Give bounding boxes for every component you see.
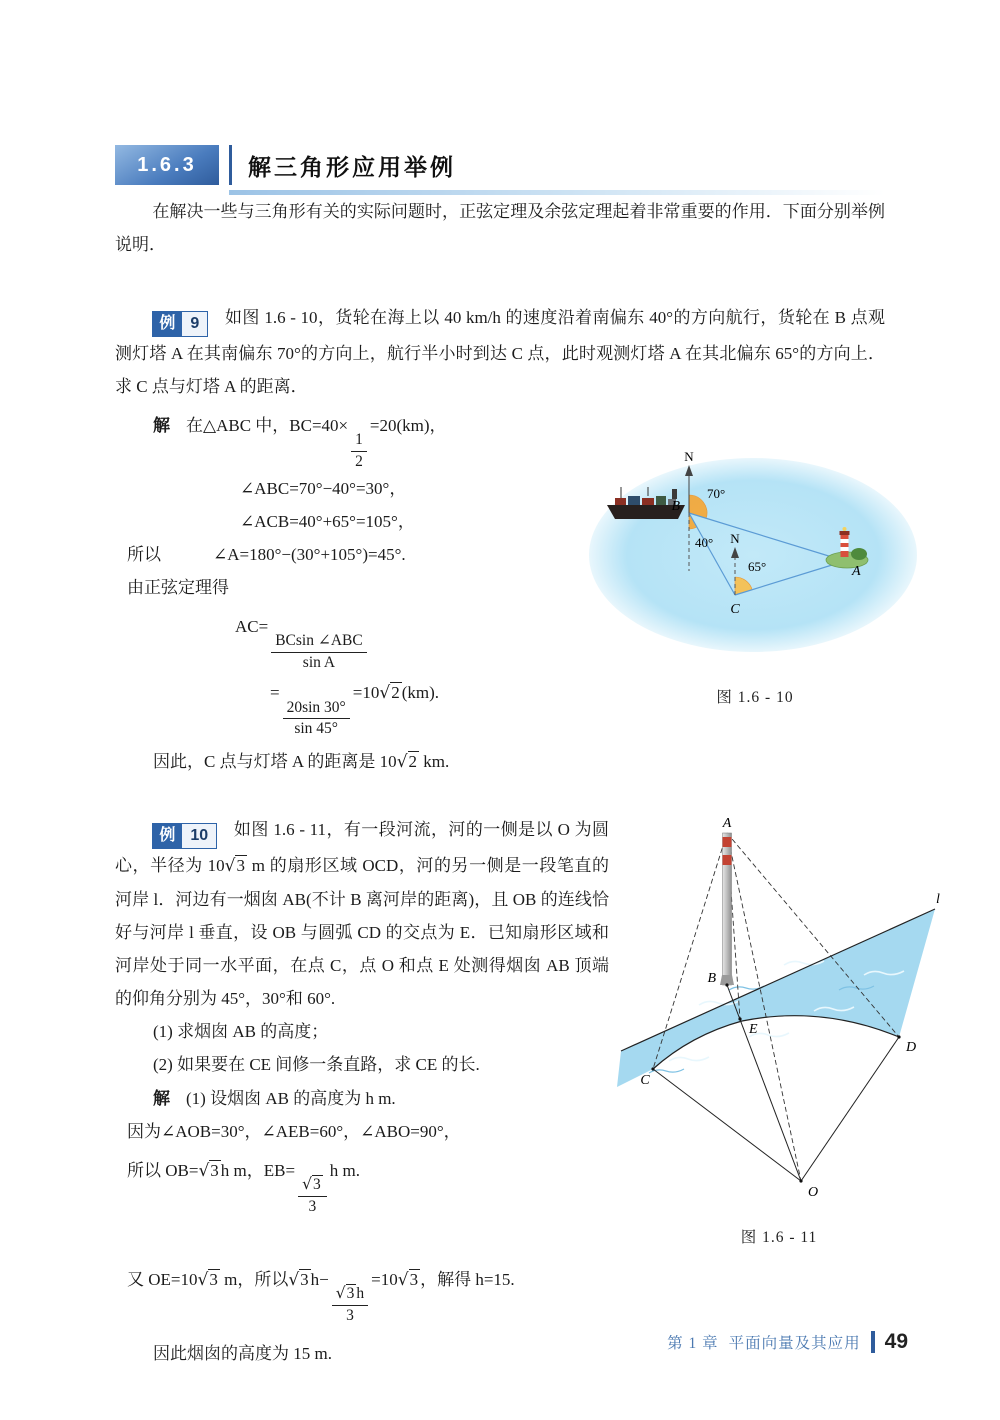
e10-sol-line2: 因为∠AOB=30°，∠AEB=60°，∠ABO=90°， [127,1121,461,1141]
fraction [332,1284,368,1325]
section-title-wrap [229,145,456,185]
figure-1-6-10 [585,443,925,675]
e10-sol-line1 [115,1082,609,1115]
text-run: 如图 1.6 - 11，有一段河流，河的一侧是以 O 为圆心，半径为 10 [115,819,610,875]
text-run: ，解得 h=15. [420,1269,515,1289]
radicand: 3 [312,1175,321,1193]
point-label-a: A [722,815,732,831]
example10-row [115,813,940,1247]
radical-sign: √ [335,1284,346,1303]
keyword: 所以 [127,544,161,564]
example-badge-label: 例 [152,311,182,337]
radical-sign: √ [197,1269,209,1290]
point-label-b: B [707,970,716,986]
example10-text [115,813,609,1247]
example-9 [115,301,885,779]
example-badge-number: 9 [182,311,208,337]
text-run: =10 [371,1269,398,1289]
solution-label: 解 [153,1088,170,1108]
fraction [271,632,367,672]
example9-problem [115,301,885,403]
sea-ellipse [589,458,917,652]
e9-sol-line1 [115,409,580,471]
point-label-c: C [640,1072,650,1088]
radical-sign: √ [288,1269,300,1290]
north-label-b: N [684,449,694,465]
radical-sign: √ [379,683,391,704]
fraction-denominator: sin A [302,653,336,671]
text-run: h m. [329,1160,360,1180]
e10-sol-line4 [115,1263,885,1325]
e9-sol-line4 [115,538,580,571]
text-run: =10 [352,683,380,703]
radical [288,1270,310,1289]
radical [336,1285,357,1302]
text-run: (1) 设烟囱 AB 的高度为 h m. [186,1088,396,1108]
text-run: m 的扇形区域 OCD，河的另一侧是一段笔直的河岸 l．河边有一烟囱 AB(不计 B 离河岸的距离)，且 OB 的连线恰好与河岸 l 垂直，设 OB 与圆弧 CD 的交点为 E．已知扇形区域和河岸处于同一水平面，在点 C，点 O 和点 E 处测得烟囱 AB 顶端的仰角分别为 45°，30°和 60°. [115,855,609,1009]
radicand: 3 [209,1269,218,1289]
figure-caption: 图 1.6 - 10 [716,689,794,707]
radical [198,1270,220,1289]
radical-sign: √ [198,1160,210,1181]
radical [302,1176,323,1193]
radical [398,1270,420,1289]
text-run: 又 OE=10 [127,1269,198,1289]
section-title: 解三角形应用举例 [248,153,456,180]
angle-70-label: 70° [707,486,726,502]
radicand: 3 [210,1160,219,1180]
example9-badge [152,311,208,337]
text-run: h− [310,1269,329,1289]
radicand: 2 [408,751,418,771]
text-run: 在△ABC 中，BC=40× [186,416,349,436]
point-label-c: C [730,602,740,618]
fraction-numerator: BCsin ∠ABC [271,632,367,653]
solution-label: 解 [153,416,170,436]
fraction-numerator [332,1284,368,1306]
figure-1-6-11-block [609,815,949,1247]
figure-1-6-10-block [580,443,930,779]
text-run: 如图 1.6 - 10，货轮在海上以 40 km/h 的速度沿着南偏东 40°的方向航行，货轮在 B 点观测灯塔 A 在其南偏东 70°的方向上，航行半小时到达 C 点，此时观测灯塔 A 在其北偏东 65°的方向上．求 C 点与灯塔 A 的距离． [115,308,885,397]
radical [225,856,247,875]
intro-paragraph: 在解决一些与三角形有关的实际问题时，正弦定理及余弦定理起着非常重要的作用．下面分别举例说明． [115,202,885,255]
example10-problem [115,813,609,1015]
example-badge-number: 10 [182,823,217,849]
fraction [298,1175,327,1216]
point-label-d: D [906,1039,917,1055]
fraction-denominator: 3 [346,1306,354,1324]
text-run: h [356,1285,365,1303]
point-label-a: A [852,564,861,580]
angle-65-label: 65° [748,559,767,575]
e9-sol-line5: 由正弦定理得 [127,577,229,597]
footer-divider [871,1331,875,1353]
e10-question-2: (2) 如果要在 CE 间修一条直路，求 CE 的长. [153,1055,480,1075]
fraction [351,431,367,471]
text-run: h m，EB= [220,1160,296,1180]
section-header [115,145,885,185]
e9-sol-line7 [270,676,580,738]
text-run: m，所以 [219,1269,289,1289]
point-label-b: B [671,499,680,515]
angle-40-label: 40° [695,535,714,551]
fraction [283,699,350,739]
text-run: =20(km)， [369,416,447,436]
page-footer [667,1330,908,1354]
fraction-numerator: 20sin 30° [283,699,350,720]
radical [198,1161,220,1180]
e9-sol-line3: ∠ACB=40°+65°=105°， [240,511,415,531]
radicand: 3 [236,855,245,875]
radical [397,752,419,771]
radical-sign: √ [397,1269,409,1290]
text-run: ∠A=180°−(30°+105°)=45°. [213,544,406,564]
e9-sol-line6 [235,610,580,672]
river-water [617,909,935,1087]
point-label-o: O [808,1184,819,1200]
text-run: 因此，C 点与灯塔 A 的距离是 10 [153,751,397,771]
fraction-numerator [298,1175,327,1197]
line-label-l: l [936,891,940,907]
figure-1-6-11 [609,815,949,1215]
figure-caption: 图 1.6 - 11 [740,1228,818,1246]
text-run: km. [419,751,450,771]
radicand: 3 [346,1285,355,1303]
text-run: (km). [401,683,439,703]
radical-sign: √ [396,751,408,772]
example9-solution-row [115,409,885,779]
radicand: 2 [391,683,400,703]
radicand: 3 [409,1269,419,1289]
e9-sol-line8 [115,745,580,779]
radicand: 3 [300,1269,309,1289]
e10-sol-line5: 因此烟囱的高度为 15 m. [153,1344,332,1364]
text-run: 所以 OB= [127,1160,199,1180]
text-run: AC= [235,617,269,637]
page-number: 49 [884,1330,908,1353]
e9-sol-line2: ∠ABC=70°−40°=30°， [240,478,407,498]
fraction-denominator: sin 45° [294,720,339,738]
radical-sign: √ [302,1174,312,1193]
section-number-box: 1.6.3 [115,145,219,185]
footer-chapter: 第 1 章 [667,1335,719,1352]
point-label-e: E [749,1021,758,1037]
example10-badge [152,823,217,849]
north-label-c: N [730,531,740,547]
fraction-denominator: 3 [308,1197,317,1215]
e10-question-1: (1) 求烟囱 AB 的高度； [153,1022,329,1042]
radical-sign: √ [224,855,236,876]
fraction-numerator: 1 [351,431,367,452]
example9-solution [115,409,580,779]
example-badge-label: 例 [152,823,182,849]
footer-chapter-title: 平面向量及其应用 [728,1335,861,1352]
fraction-denominator: 2 [355,452,363,470]
e10-sol-line3 [115,1154,609,1216]
radical [379,683,401,702]
text-run: = [270,683,280,703]
